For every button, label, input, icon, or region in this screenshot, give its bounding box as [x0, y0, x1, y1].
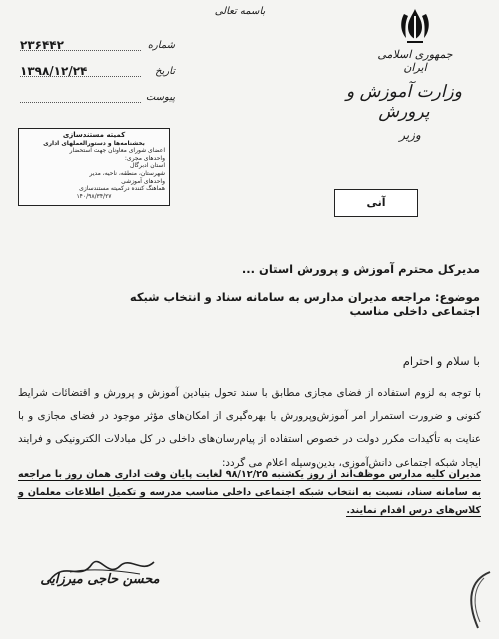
stamp-subtitle: بخشنامه‌ها و دستورالعملهای اداری [43, 139, 145, 147]
stamp-line: اعضای شورای معاونان جهت استحضار [69, 147, 165, 155]
stamp-code: ۱۴۰/۹۸/۳۴/۲۷ [76, 192, 112, 200]
greeting: با سلام و احترام [402, 354, 480, 368]
iran-emblem-icon [395, 6, 435, 46]
letter-date-label: تاریخ [155, 66, 175, 77]
urgent-badge: آنی [334, 189, 418, 217]
stamp-line: شهرستان، منطقه، ناحیه، مدیر [89, 169, 165, 177]
letter-number: ۲۳۶۴۴۲ [20, 38, 64, 52]
letter-date-row [20, 64, 175, 82]
subject: موضوع: مراجعه مدیران مدارس به سامانه سناد و انتخاب شبکه اجتماعی داخلی مناسب [129, 290, 480, 318]
letter-body: با توجه به لزوم استفاده از فضای مجازی مطابق با سند تحول بنیادین آموزش و پرورش و اقتضائات شرایط کنونی و ضرورت استمرار امر آموزش‌وپرورش با بهره‌گیری از امکان‌های مؤثر موجود در فضای مجازی و با عنایت به تأکیدات مکرر دولت در خصوص استفاده از پیام‌رسان‌های داخلی در کل مبادلات الکترونیکی و فرایند ایجاد شبکه اجتماعی دانش‌آموزی، بدین‌وسیله اعلام می گردد: [18, 387, 481, 469]
letter-attachment-row [20, 90, 175, 108]
minister-title: وزیر [399, 128, 421, 142]
stamp-line: هماهنگ کننده درکمیته مستندسازی [79, 185, 165, 193]
signatory-name: محسن حاجی میرزایی [40, 572, 160, 587]
republic-title: جمهوری اسلامی ایران [377, 48, 453, 74]
documentation-stamp [18, 128, 170, 206]
ministry-seal-icon [460, 570, 494, 630]
letter-number-label: شماره [147, 40, 175, 51]
letter-date: ۱۳۹۸/۱۲/۲۴ [20, 64, 88, 78]
ministry-title: وزارت آموزش و پرورش [346, 82, 462, 122]
stamp-line: واحدهای مجری: [124, 154, 165, 162]
instruction-underlined: مدیران کلیه مدارس موظف‌اند از روز یکشنبه ۹۸/۱۲/۲۵ لغایت پایان وقت اداری همان روز با مراجعه به سامانه سناد، نسبت به انتخاب شبکه اجتماعی داخلی مناسب مدرسه و تکمیل اطلاعات معلمان و کلاس‌های درس اقدام نمایند. [18, 469, 481, 516]
letter-attachment-label: پیوست [145, 92, 175, 103]
stamp-line: استان ادبرگال [129, 162, 165, 170]
stamp-title: کمیته مستندسازی [62, 131, 126, 139]
addressee: مدیرکل محترم آموزش و پرورش استان ... [241, 262, 480, 276]
letter-number-row [20, 38, 175, 56]
stamp-line: واحدهای آموزشی [121, 177, 165, 185]
bismillah: باسمه تعالی [214, 6, 266, 17]
instruction-text [18, 466, 481, 520]
